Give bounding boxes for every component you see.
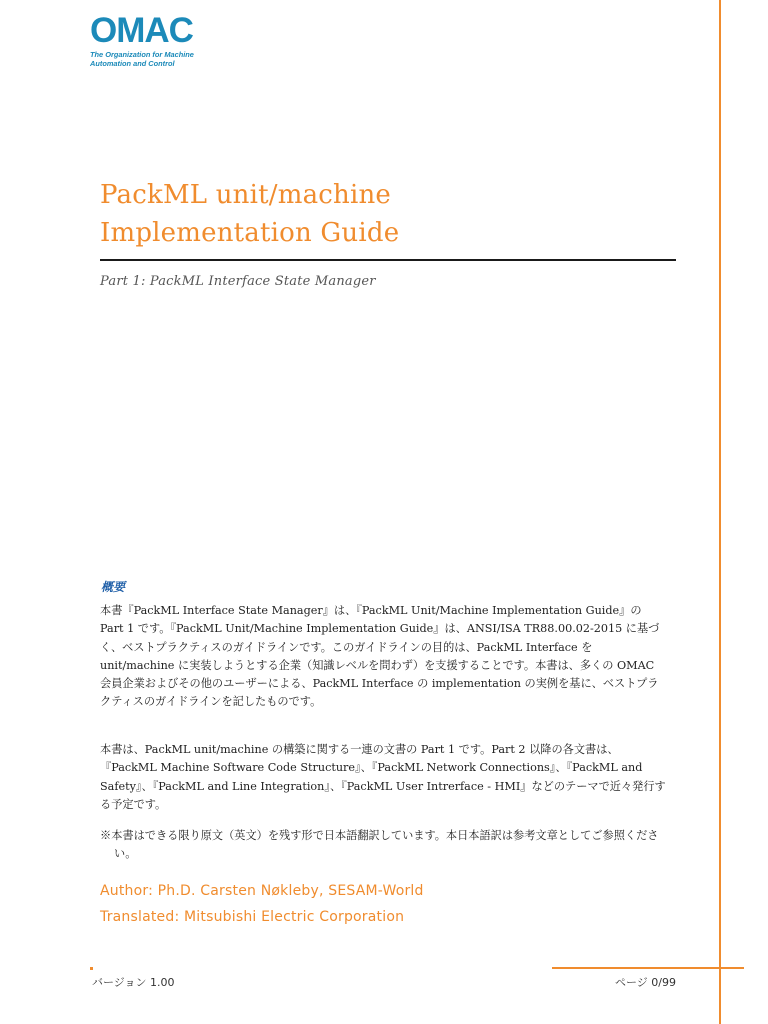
abstract-paragraph-1: 本書『PackML Interface State Manager』は、『PackML Unit/Machine Implementation Guide』の Part 1 です。『PackML Unit/Machine Implementation Guide』は、ANSI/ISA TR88.00.02-2015 に基づく、ベストプラクティスのガイドラインです。このガイドラインの目的は、PackML Interface を unit/machine に実装しようとする企業（知識レベルを問わず）を支援することです。本書は、多くの OMAC 会員企業およびその他のユーザーによる、PackML Interface の implementation の実例を基に、ベストプラクティスのガイドラインを記したものです。 [100,604,660,709]
abstract-heading: 概要 [101,580,126,594]
abstract-paragraph-2: 本書は、PackML unit/machine の構築に関する一連の文書の Part 1 です。Part 2 以降の各文書は、『PackML Machine Software Code Structure』、『PackML Network Connections』、『PackML and Safety』、『PackML and Line Integration』、『PackML User Intrerface - HMI』などのテーマで近々発行する予定です。 [100,743,666,811]
footer-marker [90,967,93,970]
right-accent-rule [719,0,721,1024]
translation-note: ※本書はできる限り原文（英文）を残す形で日本語翻訳しています。本日本語訳は参考文章としてご参照ください。 [100,829,659,861]
logo-wordmark: OMAC [90,11,193,50]
title-divider [100,259,676,261]
footer-divider [552,967,744,969]
footer-page-number: ページ 0/99 [615,976,676,989]
omac-logo [90,11,220,70]
translator-line: Translated: Mitsubishi Electric Corporation [100,909,405,925]
logo-tagline: The Organization for Machine Automation and Control [90,50,194,68]
author-line: Author: Ph.D. Carsten Nøkleby, SESAM-World [100,883,424,899]
footer-version: バージョン 1.00 [92,976,175,989]
document-title: PackML unit/machine Implementation Guide [100,180,400,248]
document-subtitle: Part 1: PackML Interface State Manager [100,274,376,289]
